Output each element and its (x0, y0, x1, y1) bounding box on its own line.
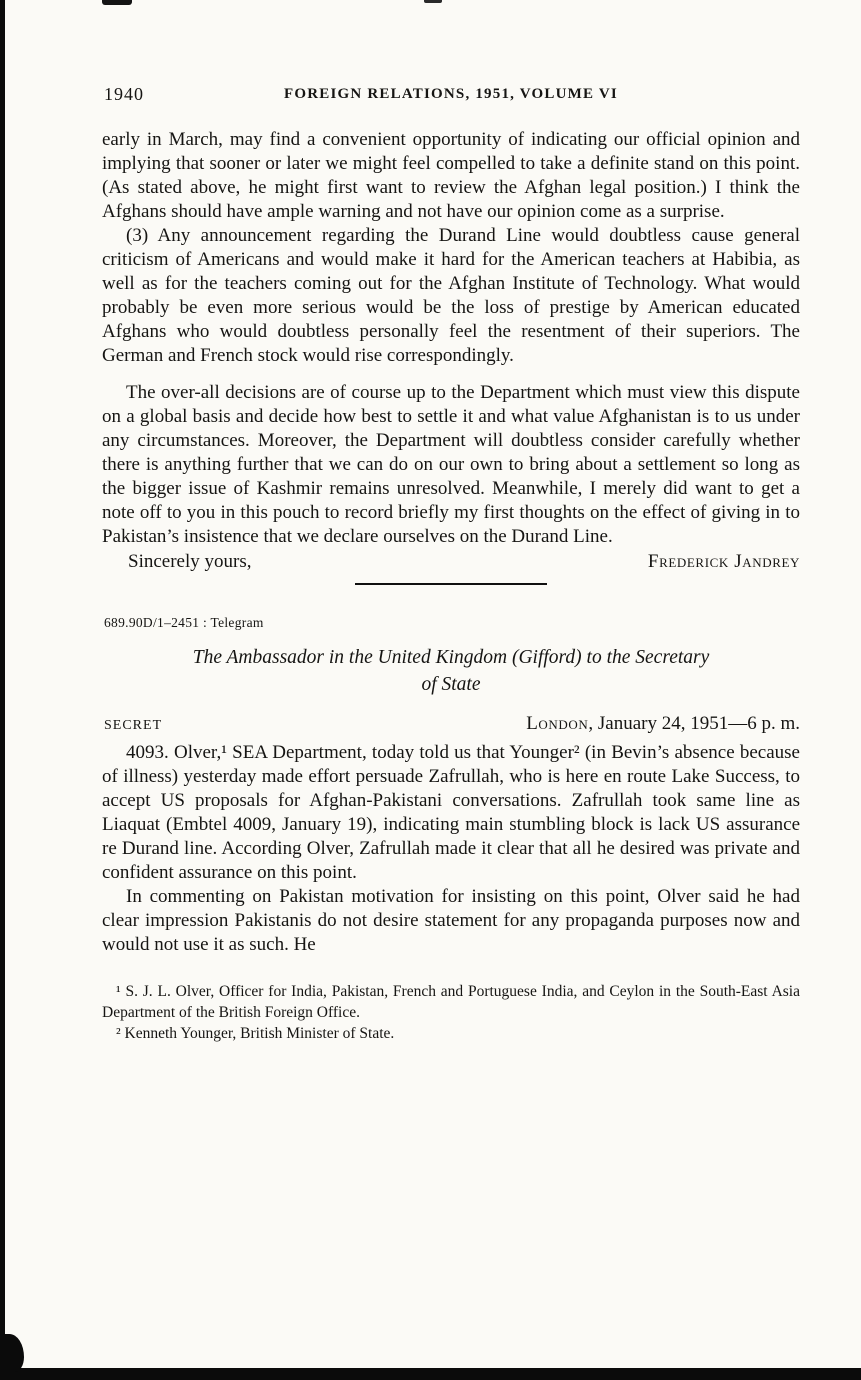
letter-paragraph: early in March, may find a convenient opportunity of indicating our official opinion and implying that sooner or later we might feel compelled to take a definite stand on this point. (As stated above, he might first want to review the Afghan legal position.) I think the Afghans should have ample warning and not have our opinion come as a surprise. (102, 129, 800, 222)
classification-label: SECRET (104, 718, 163, 733)
document-title-line: The Ambassador in the United Kingdom (Gifford) to the Secretary (192, 647, 710, 668)
footnote: ² Kenneth Younger, British Minister of State. (116, 1025, 395, 1042)
document-title (102, 644, 800, 698)
letter-body (102, 128, 800, 585)
document-separator-rule (355, 583, 547, 585)
telegram-paragraph: In commenting on Pakistan motivation for insisting on this point, Olver said he had clear impression Pakistanis do not desire statement for any propaganda purposes now and would not use it as such. He (102, 886, 800, 955)
telegram-paragraph: 4093. Olver,¹ SEA Department, today told us that Younger² (in Bevin’s absence because of illness) yesterday made effort persuade Zafrullah, who is here en route Lake Success, to accept US proposals for Afghan-Pakistani conversations. Zafrullah took same line as Liaquat (Embtel 4009, January 19), indicating main stumbling block is lack US assurance re Durand line. According Olver, Zafrullah made it clear that all he desired was private and confident assurance on this point. (102, 742, 800, 883)
scan-artifact-top-mark (424, 0, 442, 3)
dateline-place: London (526, 713, 589, 734)
footnote: ¹ S. J. L. Olver, Officer for India, Pakistan, French and Portuguese India, and Ceylon in the South-East Asia Department of the British Foreign Office. (102, 983, 800, 1021)
running-head (102, 82, 800, 108)
scan-artifact-corner-blob (0, 1334, 24, 1372)
telegram-body (102, 741, 800, 957)
page-scan (102, 82, 800, 1044)
signature: Frederick Jandrey (647, 551, 800, 572)
letter-paragraph: The over-all decisions are of course up to the Department which must view this dispute on a global basis and decide how best to settle it and what value Afghanistan is to us under any circumstances. Moreover, the Department will doubtless consider carefully whether there is anything further that we can do on our own to bring about a settlement so long as the bigger issue of Kashmir remains unresolved. Meanwhile, I merely did want to get a note off to you in this pouch to record briefly my first thoughts on the effect of giving in to Pakistan’s insistence that we declare ourselves on the Durand Line. (102, 382, 800, 547)
classification-row (102, 713, 800, 735)
scan-artifact-left-edge (0, 0, 5, 1380)
signature-row (102, 550, 800, 574)
closing-line: Sincerely yours, (128, 551, 252, 572)
footnotes (102, 981, 800, 1044)
running-title: FOREIGN RELATIONS, 1951, VOLUME VI (284, 86, 618, 102)
dateline (526, 713, 800, 735)
letter-paragraph: (3) Any announcement regarding the Durand Line would doubtless cause general criticism of Americans and would make it hard for the American teachers at Habibia, as well as for the teachers coming out for the Afghan Institute of Technology. What would probably be even more serious would be the loss of prestige by American educated Afghans who would doubtless personally feel the resentment of their superiors. The German and French stock would rise correspondingly. (102, 225, 800, 366)
telegram-document (102, 615, 800, 957)
archival-citation: 689.90D/1–2451 : Telegram (104, 615, 264, 630)
page-number: 1940 (104, 84, 144, 104)
dateline-datetime: , January 24, 1951—6 p. m. (588, 713, 800, 734)
scan-artifact-top-mark (102, 0, 132, 5)
scan-artifact-bottom-edge (0, 1368, 861, 1380)
document-title-line: of State (421, 674, 481, 695)
